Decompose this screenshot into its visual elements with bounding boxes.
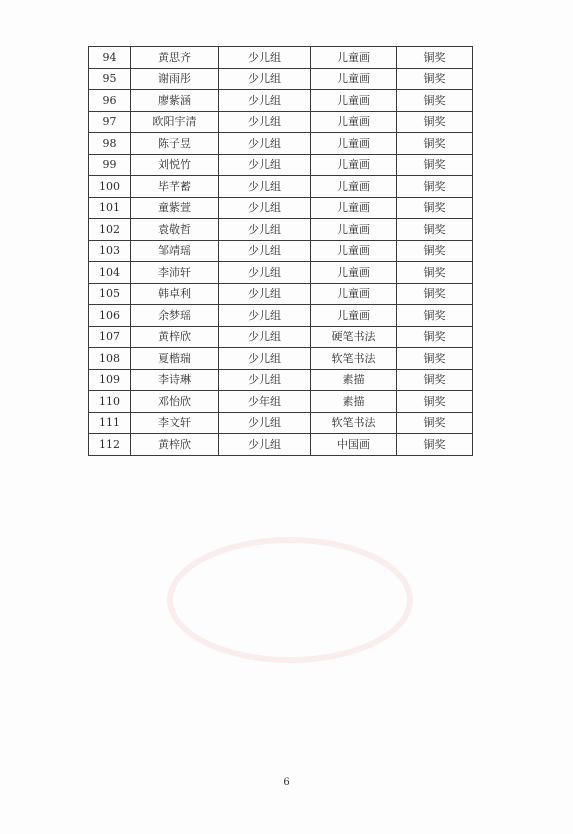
award-cell: 铜奖 — [397, 90, 473, 112]
name-cell: 谢雨彤 — [131, 68, 219, 90]
awards-table — [88, 46, 473, 456]
table-row — [89, 326, 473, 348]
category-cell: 儿童画 — [311, 111, 397, 133]
group-cell: 少儿组 — [219, 133, 311, 155]
award-cell: 铜奖 — [397, 176, 473, 198]
table-row — [89, 305, 473, 327]
row-number-cell: 101 — [89, 197, 131, 219]
name-cell: 韩卓利 — [131, 283, 219, 305]
row-number-cell: 96 — [89, 90, 131, 112]
award-cell: 铜奖 — [397, 47, 473, 69]
award-cell: 铜奖 — [397, 197, 473, 219]
category-cell: 儿童画 — [311, 283, 397, 305]
award-cell: 铜奖 — [397, 262, 473, 284]
category-cell: 儿童画 — [311, 305, 397, 327]
table-row — [89, 197, 473, 219]
category-cell: 儿童画 — [311, 68, 397, 90]
table-row — [89, 47, 473, 69]
row-number-cell: 110 — [89, 391, 131, 413]
table-row — [89, 133, 473, 155]
name-cell: 黄梓欣 — [131, 434, 219, 456]
award-cell: 铜奖 — [397, 326, 473, 348]
category-cell: 儿童画 — [311, 133, 397, 155]
row-number-cell: 102 — [89, 219, 131, 241]
row-number-cell: 100 — [89, 176, 131, 198]
row-number-cell: 94 — [89, 47, 131, 69]
name-cell: 李诗琳 — [131, 369, 219, 391]
category-cell: 儿童画 — [311, 90, 397, 112]
table-row — [89, 154, 473, 176]
group-cell: 少儿组 — [219, 240, 311, 262]
row-number-cell: 95 — [89, 68, 131, 90]
name-cell: 童紫萱 — [131, 197, 219, 219]
group-cell: 少儿组 — [219, 412, 311, 434]
name-cell: 夏楷瑞 — [131, 348, 219, 370]
group-cell: 少儿组 — [219, 47, 311, 69]
name-cell: 黄梓欣 — [131, 326, 219, 348]
table-row — [89, 434, 473, 456]
table-row — [89, 262, 473, 284]
group-cell: 少年组 — [219, 391, 311, 413]
award-cell: 铜奖 — [397, 111, 473, 133]
category-cell: 素描 — [311, 369, 397, 391]
group-cell: 少儿组 — [219, 283, 311, 305]
row-number-cell: 111 — [89, 412, 131, 434]
name-cell: 黄思齐 — [131, 47, 219, 69]
award-cell: 铜奖 — [397, 369, 473, 391]
award-cell: 铜奖 — [397, 154, 473, 176]
row-number-cell: 105 — [89, 283, 131, 305]
table-row — [89, 176, 473, 198]
row-number-cell: 103 — [89, 240, 131, 262]
award-cell: 铜奖 — [397, 133, 473, 155]
category-cell: 软笔书法 — [311, 348, 397, 370]
award-cell: 铜奖 — [397, 434, 473, 456]
row-number-cell: 97 — [89, 111, 131, 133]
group-cell: 少儿组 — [219, 68, 311, 90]
group-cell: 少儿组 — [219, 176, 311, 198]
award-cell: 铜奖 — [397, 391, 473, 413]
award-cell: 铜奖 — [397, 219, 473, 241]
table-row — [89, 348, 473, 370]
row-number-cell: 107 — [89, 326, 131, 348]
name-cell: 李文轩 — [131, 412, 219, 434]
award-cell: 铜奖 — [397, 240, 473, 262]
name-cell: 李沛轩 — [131, 262, 219, 284]
group-cell: 少儿组 — [219, 434, 311, 456]
row-number-cell: 99 — [89, 154, 131, 176]
award-cell: 铜奖 — [397, 348, 473, 370]
table-row — [89, 283, 473, 305]
row-number-cell: 109 — [89, 369, 131, 391]
awards-table-body — [89, 47, 473, 456]
row-number-cell: 106 — [89, 305, 131, 327]
row-number-cell: 112 — [89, 434, 131, 456]
name-cell: 欧阳宇清 — [131, 111, 219, 133]
category-cell: 素描 — [311, 391, 397, 413]
award-cell: 铜奖 — [397, 283, 473, 305]
award-cell: 铜奖 — [397, 412, 473, 434]
category-cell: 儿童画 — [311, 197, 397, 219]
name-cell: 余梦瑶 — [131, 305, 219, 327]
table-row — [89, 369, 473, 391]
category-cell: 儿童画 — [311, 219, 397, 241]
name-cell: 毕芊蓄 — [131, 176, 219, 198]
group-cell: 少儿组 — [219, 219, 311, 241]
group-cell: 少儿组 — [219, 111, 311, 133]
group-cell: 少儿组 — [219, 90, 311, 112]
name-cell: 陈子昱 — [131, 133, 219, 155]
row-number-cell: 104 — [89, 262, 131, 284]
page-number: 6 — [283, 777, 290, 788]
table-row — [89, 219, 473, 241]
table-row — [89, 68, 473, 90]
category-cell: 儿童画 — [311, 47, 397, 69]
category-cell: 儿童画 — [311, 262, 397, 284]
award-cell: 铜奖 — [397, 68, 473, 90]
category-cell: 儿童画 — [311, 154, 397, 176]
name-cell: 刘悦竹 — [131, 154, 219, 176]
name-cell: 廖紫涵 — [131, 90, 219, 112]
group-cell: 少儿组 — [219, 369, 311, 391]
table-row — [89, 412, 473, 434]
table-row — [89, 111, 473, 133]
group-cell: 少儿组 — [219, 154, 311, 176]
group-cell: 少儿组 — [219, 262, 311, 284]
table-row — [89, 240, 473, 262]
award-cell: 铜奖 — [397, 305, 473, 327]
table-row — [89, 90, 473, 112]
category-cell: 中国画 — [311, 434, 397, 456]
category-cell: 软笔书法 — [311, 412, 397, 434]
group-cell: 少儿组 — [219, 326, 311, 348]
name-cell: 邓怡欣 — [131, 391, 219, 413]
category-cell: 硬笔书法 — [311, 326, 397, 348]
name-cell: 邹靖瑶 — [131, 240, 219, 262]
group-cell: 少儿组 — [219, 197, 311, 219]
table-row — [89, 391, 473, 413]
category-cell: 儿童画 — [311, 176, 397, 198]
faint-seal-watermark — [150, 520, 430, 680]
category-cell: 儿童画 — [311, 240, 397, 262]
row-number-cell: 98 — [89, 133, 131, 155]
row-number-cell: 108 — [89, 348, 131, 370]
name-cell: 袁敬哲 — [131, 219, 219, 241]
group-cell: 少儿组 — [219, 348, 311, 370]
group-cell: 少儿组 — [219, 305, 311, 327]
